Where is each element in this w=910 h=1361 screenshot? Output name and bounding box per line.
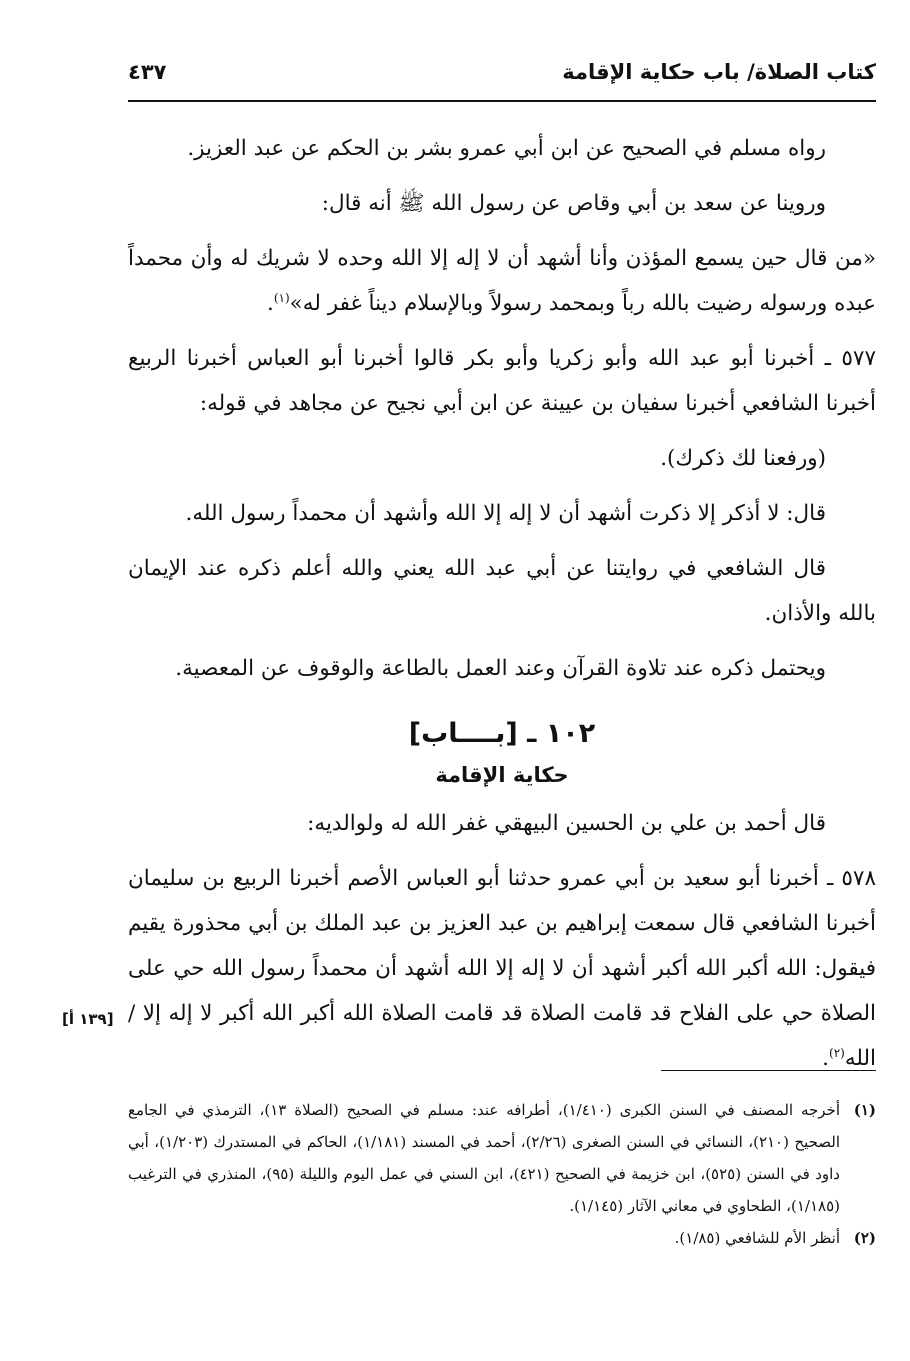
paragraph-9-text: قال أحمد بن علي بن الحسين البيهقي غفر الله له ولوالديه: — [307, 811, 826, 836]
footnote-ref-1: (١) — [273, 290, 290, 305]
paragraph-6 — [128, 491, 876, 536]
header-title: كتاب الصلاة/ باب حكاية الإقامة — [562, 60, 876, 84]
footnote-separator — [661, 1070, 876, 1071]
paragraph-3-text: «من قال حين يسمع المؤذن وأنا أشهد أن لا إله إلا الله وحده لا شريك له وأن محمداً عبده ورسوله رضيت بالله رباً وبمحمد رسولاً وبالإسلام ديناً غفر له» — [128, 246, 876, 316]
manuscript-folio-note: [١٣٩ أ] — [62, 1010, 114, 1028]
paragraph-7 — [128, 546, 876, 636]
paragraph-1 — [128, 126, 876, 171]
paragraph-8-text: ويحتمل ذكره عند تلاوة القرآن وعند العمل بالطاعة والوقوف عن المعصية. — [175, 656, 826, 681]
footnote-1-marker: (١) — [853, 1101, 876, 1119]
paragraph-9 — [128, 801, 876, 846]
paragraph-2-text: وروينا عن سعد بن أبي وقاص عن رسول الله ﷺ أنه قال: — [321, 191, 826, 216]
paragraph-2 — [128, 181, 876, 226]
paragraph-6-text: قال: لا أذكر إلا ذكرت أشهد أن لا إله إلا الله وأشهد أن محمداً رسول الله. — [185, 501, 826, 526]
paragraph-5-text: (ورفعنا لك ذكرك). — [660, 446, 826, 471]
paragraph-4 — [128, 336, 876, 426]
paragraph-10-text: ٥٧٨ ـ أخبرنا أبو سعيد بن أبي عمرو حدثنا أبو العباس الأصم أخبرنا الربيع بن سليمان أخبرنا الشافعي قال سمعت إبراهيم بن عبد العزيز بن عبد الملك بن أبي محذورة يقيم فيقول: الله أكبر الله أكبر أشهد أن لا إله إلا الله أشهد أن محمداً رسول الله حي على الصلاة حي على الفلاح قد قامت الصلاة قد قامت الصلاة الله أكبر الله أكبر لا إله إلا / الله — [128, 866, 876, 1071]
footnote-1-text: أخرجه المصنف في السنن الكبرى (١/٤١٠)، أطرافه عند: مسلم في الصحيح (الصلاة ١٣)، الترمذي في الجامع الصحيح (٢١٠)، النسائي في السنن الصغرى (٢/٢٦)، أحمد في المسند (١/١٨١)، الحاكم في المستدرك (١/٢٠٣)، أبي داود في السنن (٥٢٥)، ابن خزيمة في الصحيح (٤٢١)، ابن السني في عمل اليوم والليلة (٩٥)، المنذري في الترغيب (١/١٨٥)، الطحاوي في معاني الآثار (١/١٤٥). — [128, 1101, 841, 1215]
footnote-2 — [128, 1222, 876, 1254]
chapter-heading: ١٠٢ ـ [بــــاب] — [408, 718, 596, 749]
paragraph-7-text: قال الشافعي في روايتنا عن أبي عبد الله يعني والله أعلم ذكره عند الإيمان بالله والأذان. — [128, 556, 876, 626]
footnote-2-marker: (٢) — [853, 1229, 876, 1247]
running-header — [128, 56, 876, 102]
page-number: ٤٣٧ — [128, 60, 167, 84]
paragraph-10 — [128, 856, 876, 1081]
paragraph-10-tail: . — [822, 1046, 829, 1071]
body-text — [128, 126, 876, 1091]
footnote-ref-2: (٢) — [829, 1045, 845, 1060]
footnote-1 — [128, 1094, 876, 1222]
footnotes — [128, 1094, 876, 1254]
footnote-2-text: أنظر الأم للشافعي (١/٨٥). — [674, 1229, 840, 1247]
paragraph-1-text: رواه مسلم في الصحيح عن ابن أبي عمرو بشر بن الحكم عن عبد العزيز. — [187, 136, 826, 161]
paragraph-5 — [128, 436, 876, 481]
paragraph-3 — [128, 236, 876, 326]
paragraph-8 — [128, 646, 876, 691]
paragraph-4-text: ٥٧٧ ـ أخبرنا أبو عبد الله وأبو زكريا وأبو بكر قالوا أخبرنا أبو العباس أخبرنا الربيع أخبرنا الشافعي أخبرنا سفيان بن عيينة عن ابن أبي نجيح عن مجاهد في قوله: — [128, 346, 876, 416]
chapter-subtitle: حكاية الإقامة — [435, 763, 569, 787]
paragraph-3-tail: . — [266, 291, 274, 316]
